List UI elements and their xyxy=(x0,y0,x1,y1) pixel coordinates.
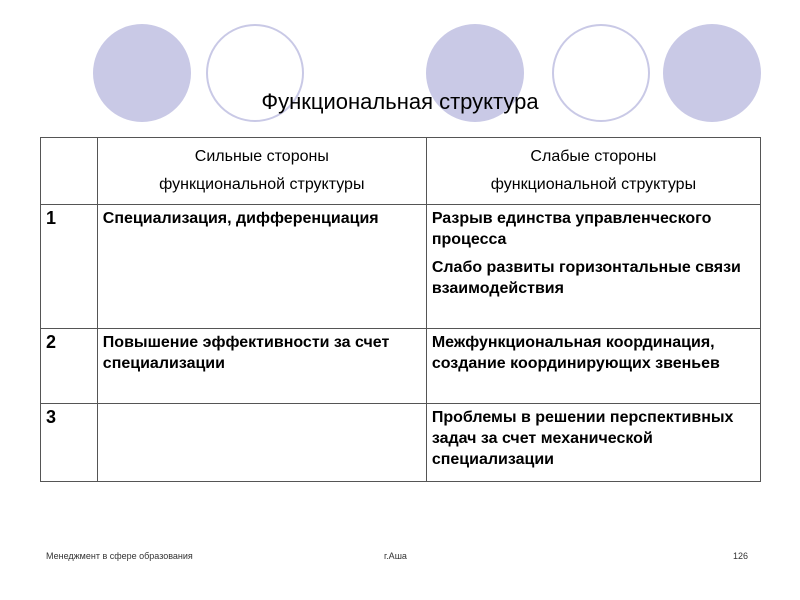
header-corner-cell xyxy=(41,138,98,205)
weakness-cell xyxy=(426,205,760,329)
strength-text: Повышение эффективности за счет специализации xyxy=(102,334,390,372)
footer-page-number: 126 xyxy=(733,551,749,561)
header-weaknesses xyxy=(426,138,760,205)
weakness-text: Разрыв единства управленческого процесса xyxy=(431,210,712,248)
comparison-table xyxy=(40,137,761,482)
slide-title: Функциональная структура xyxy=(261,89,539,114)
weakness-text: Проблемы в решении перспективных задач за счет механической специализации xyxy=(431,409,734,468)
row-number: 1 xyxy=(41,205,98,329)
strength-cell xyxy=(97,205,426,329)
table-header-row xyxy=(41,138,761,205)
weakness-cell xyxy=(426,329,760,404)
row-number: 3 xyxy=(41,404,98,482)
footer-course-title: Менеджмент в сфере образования xyxy=(46,551,193,561)
header-strengths-line-2: функциональной структуры xyxy=(159,176,365,193)
table-row xyxy=(41,329,761,404)
strength-cell xyxy=(97,329,426,404)
header-weaknesses-line-2: функциональной структуры xyxy=(490,176,697,193)
weakness-text: Слабо развиты горизонтальные связи взаимодействия xyxy=(431,259,741,297)
table-row xyxy=(41,205,761,329)
header-weaknesses-line-1: Слабые стороны xyxy=(530,148,657,165)
header-strengths-line-1: Сильные стороны xyxy=(194,148,329,165)
table-row xyxy=(41,404,761,482)
weakness-cell xyxy=(426,404,760,482)
strength-cell xyxy=(97,404,426,482)
strength-text: Специализация, дифференциация xyxy=(102,210,379,227)
footer-location: г.Аша xyxy=(384,551,407,561)
header-strengths xyxy=(97,138,426,205)
row-number: 2 xyxy=(41,329,98,404)
weakness-text: Межфункциональная координация, создание координирующих звеньев xyxy=(431,334,720,372)
